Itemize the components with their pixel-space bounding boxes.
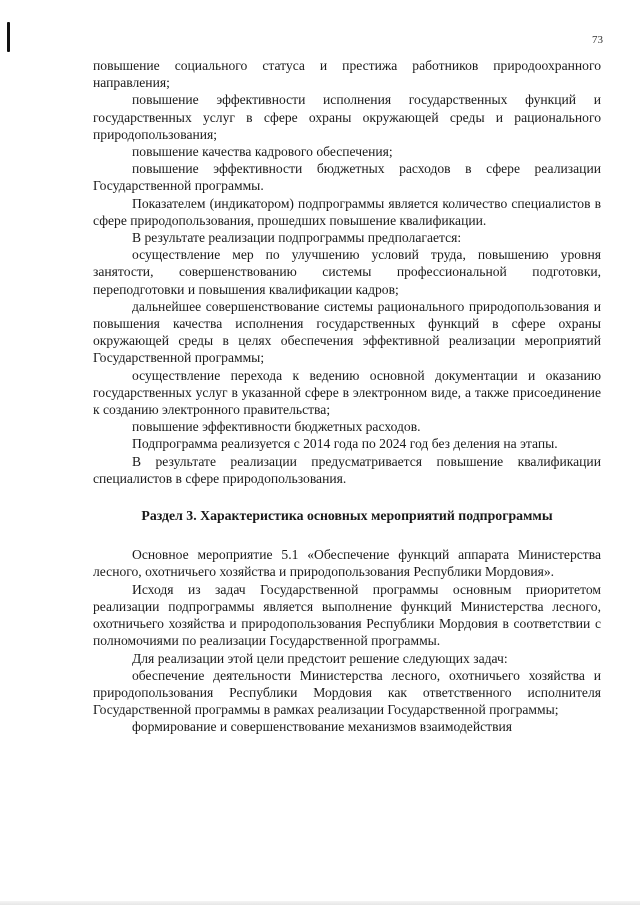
paragraph: дальнейшее совершенствование системы рационального природопользования и повышения качества исполнения государственных функций в сфере охраны окружающей среды в целях обеспечения эффективной реализации мероприятий Государственной программы; bbox=[93, 298, 601, 366]
paragraph: Подпрограмма реализуется с 2014 года по 2024 год без деления на этапы. bbox=[132, 436, 558, 452]
document-body bbox=[93, 57, 601, 736]
paragraph: повышение социального статуса и престижа работников природоохранного направления; bbox=[93, 58, 601, 91]
paragraph: Основное мероприятие 5.1 «Обеспечение функций аппарата Министерства лесного, охотничьего хозяйства и природопользования Республики Мордовия». bbox=[93, 547, 601, 580]
page-number: 73 bbox=[592, 34, 603, 46]
paragraph: повышение эффективности бюджетных расходов в сфере реализации Государственной программы. bbox=[93, 161, 601, 194]
scan-binding-mark bbox=[7, 22, 10, 52]
paragraph: обеспечение деятельности Министерства лесного, охотничьего хозяйства и природопользования Республики Мордовия как ответственного исполнителя Государственной программы в рамках реализации Государственной программы; bbox=[93, 667, 601, 718]
paragraph: В результате реализации подпрограммы предполагается: bbox=[132, 230, 462, 246]
paragraph: осуществление перехода к ведению основной документации и оказанию государственных услуг в указанной сфере в электронном виде, а также присоединение к созданию электронного правительства; bbox=[93, 367, 601, 418]
paragraph: Показателем (индикатором) подпрограммы является количество специалистов в сфере природопользования, прошедших повышение квалификации. bbox=[93, 195, 601, 228]
section-heading: Раздел 3. Характеристика основных мероприятий подпрограммы bbox=[141, 508, 553, 524]
paragraph: повышение эффективности бюджетных расходов. bbox=[132, 419, 421, 435]
scan-bottom-edge bbox=[0, 901, 640, 905]
paragraph: осуществление мер по улучшению условий труда, повышению уровня занятости, совершенствованию системы профессиональной подготовки, переподготовки и повышения квалификации кадров; bbox=[93, 247, 601, 297]
paragraph: формирование и совершенствование механизмов взаимодействия bbox=[132, 719, 513, 735]
paragraph: В результате реализации предусматривается повышение квалификации специалистов в сфере природопользования. bbox=[93, 453, 601, 486]
paragraph: Исходя из задач Государственной программы основным приоритетом реализации подпрограммы является выполнение функций Министерства лесного, охотничьего хозяйства и природопользования Республики Мордовия в соответствии с полномочиями по реализации Государственной программы. bbox=[93, 581, 601, 649]
paragraph: Для реализации этой цели предстоит решение следующих задач: bbox=[132, 650, 508, 666]
paragraph: повышение качества кадрового обеспечения; bbox=[132, 144, 393, 160]
paragraph: повышение эффективности исполнения государственных функций и государственных услуг в сфере охраны окружающей среды и рационального природопользования; bbox=[93, 92, 601, 142]
